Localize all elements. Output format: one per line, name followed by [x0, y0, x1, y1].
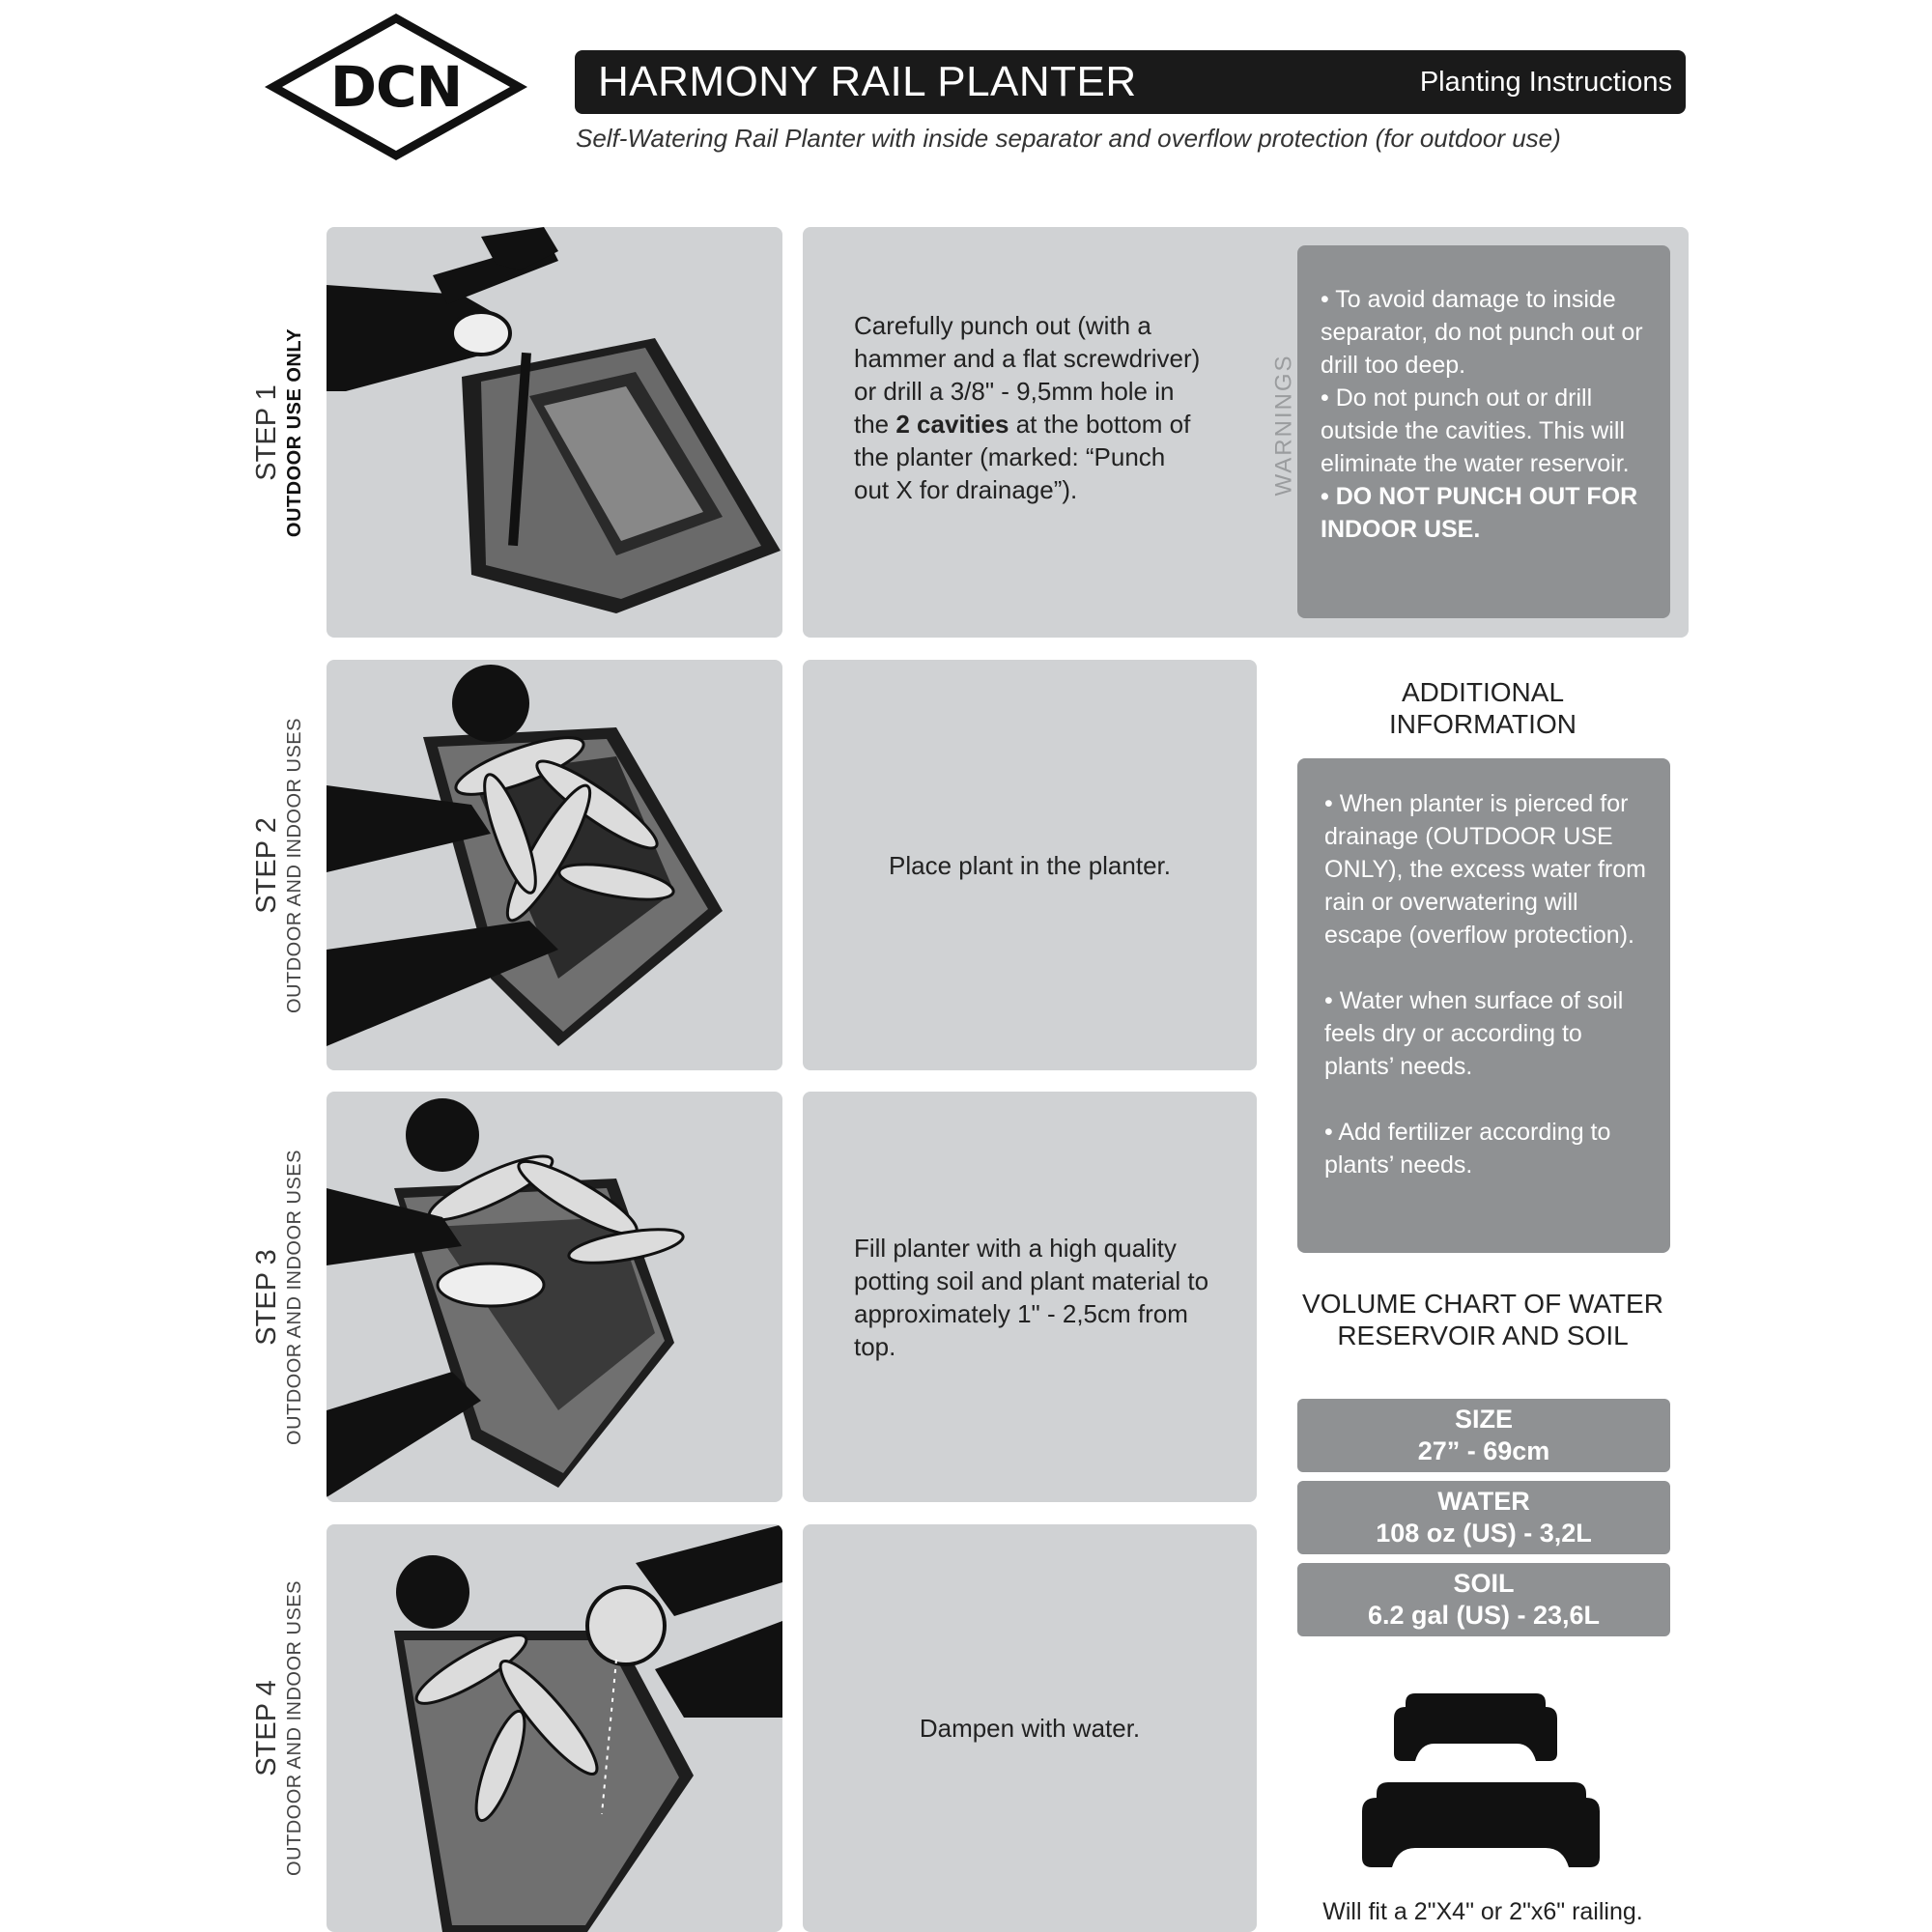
step-3-text: Fill planter with a high quality potting soil and plant material to approximately 1" - 2,5cm from top. — [854, 1233, 1209, 1361]
step-number: STEP 1 — [251, 384, 282, 481]
warning-item: • To avoid damage to inside separator, do not punch out or drill too deep. — [1321, 286, 1643, 379]
step-4-label — [240, 1524, 317, 1932]
info-item: • When planter is pierced for drainage (OUTDOOR USE ONLY), the excess water from rain or overwatering will escape (overflow protection). — [1324, 790, 1646, 949]
step-number: STEP 2 — [251, 816, 283, 914]
warning-item: • DO NOT PUNCH OUT FOR INDOOR USE. — [1321, 483, 1638, 543]
step-usage: OUTDOOR USE ONLY — [284, 327, 305, 537]
warning-item: • Do not punch out or drill outside the cavities. This will eliminate the water reservoir. — [1321, 384, 1630, 477]
step-1-label — [240, 227, 317, 638]
dcn-logo — [261, 10, 531, 164]
step-2-illustration — [327, 660, 782, 1070]
volume-row-value: 6.2 gal (US) - 23,6L — [1367, 1601, 1601, 1630]
volume-row-value: 108 oz (US) - 3,2L — [1376, 1519, 1592, 1548]
railing-fit-note: Will fit a 2"X4" or 2"x6" railing. — [1322, 1898, 1643, 1925]
step-2-text: Place plant in the planter. — [889, 850, 1171, 880]
logo-text: DCN — [329, 54, 463, 120]
step-2-panel — [803, 660, 1257, 1070]
tagline: Self-Watering Rail Planter with inside separator and overflow protection (for outdoor use) — [576, 124, 1561, 153]
step-1-text-b: at the bottom of the planter (marked: “Punch out X for drainage”). — [854, 410, 1191, 504]
step-1-text — [854, 309, 1202, 506]
step-1-text-a: Carefully punch out (with a hammer and a flat screwdriver) or drill a 3/8" - 9,5mm hole in the — [854, 311, 1201, 439]
additional-info-heading: ADDITIONAL INFORMATION — [1389, 677, 1577, 739]
step-1-illustration — [327, 227, 782, 638]
step-number: STEP 4 — [251, 1680, 283, 1776]
step-4-panel — [803, 1524, 1257, 1932]
step-usage: OUTDOOR AND INDOOR USES — [284, 1580, 306, 1876]
step-4-illustration — [327, 1524, 782, 1932]
volume-row-water — [1297, 1481, 1670, 1554]
volume-chart-heading: VOLUME CHART OF WATER RESERVOIR AND SOIL — [1302, 1289, 1663, 1350]
step-2-label — [240, 660, 317, 1070]
placing-plant-illustration — [327, 660, 782, 1070]
page-title: HARMONY RAIL PLANTER — [598, 58, 1137, 105]
step-4-text: Dampen with water. — [919, 1714, 1141, 1743]
step-number: STEP 3 — [251, 1248, 283, 1346]
watering-can-illustration — [327, 1524, 782, 1932]
info-item: • Add fertilizer according to plants’ needs. — [1324, 1119, 1611, 1179]
step-3-illustration — [327, 1092, 782, 1502]
title-bar — [575, 50, 1686, 114]
railing-profile-icon — [1352, 1686, 1623, 1898]
volume-row-value: 27” - 69cm — [1417, 1436, 1550, 1465]
step-3-panel — [803, 1092, 1257, 1502]
page-subtitle: Planting Instructions — [1419, 66, 1672, 98]
filling-soil-illustration — [327, 1092, 782, 1502]
warnings-label: WARNINGS — [1271, 354, 1298, 497]
volume-row-label: SIZE — [1454, 1405, 1513, 1434]
step-1-text-emphasis: 2 cavities — [895, 410, 1009, 439]
step-usage: OUTDOOR AND INDOOR USES — [284, 717, 306, 1013]
step-3-label — [240, 1092, 317, 1502]
volume-row-size — [1297, 1399, 1670, 1472]
volume-row-soil — [1297, 1563, 1670, 1636]
info-item: • Water when surface of soil feels dry or according to plants’ needs. — [1324, 987, 1624, 1080]
volume-row-label: SOIL — [1453, 1569, 1515, 1598]
additional-info-box — [1297, 758, 1670, 1253]
hammer-screwdriver-planter-illustration — [327, 227, 782, 638]
volume-row-label: WATER — [1437, 1487, 1530, 1516]
step-usage: OUTDOOR AND INDOOR USES — [284, 1149, 306, 1445]
warnings-box — [1297, 245, 1670, 618]
